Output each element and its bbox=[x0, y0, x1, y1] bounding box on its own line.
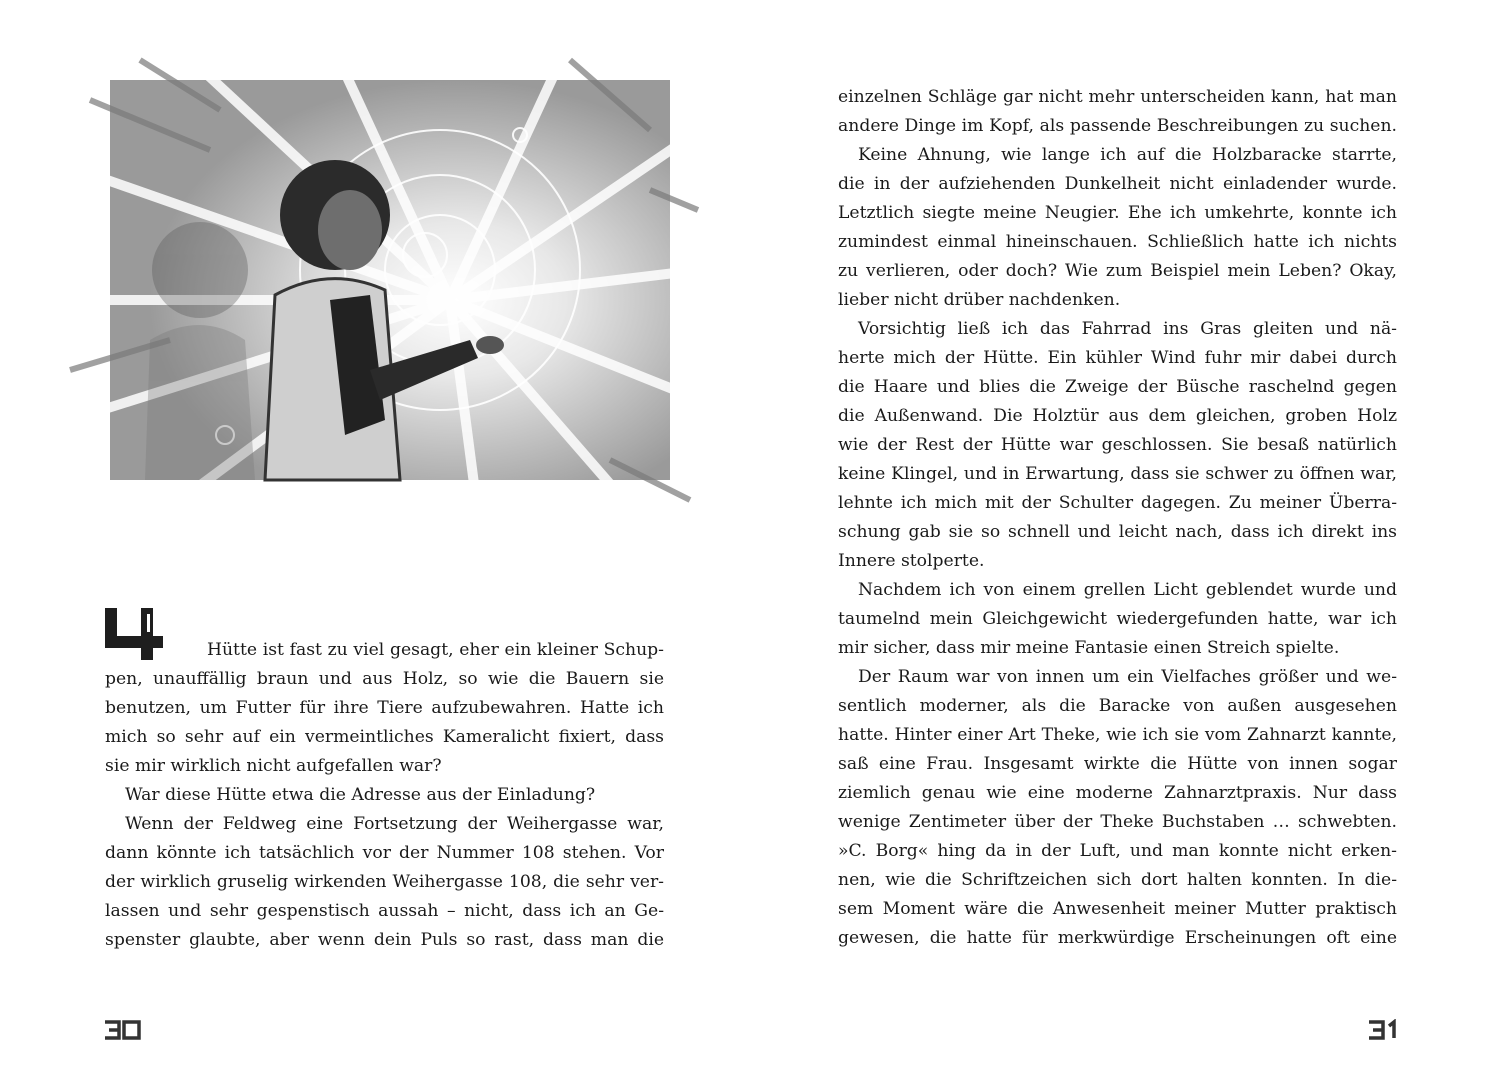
text-line: sem Moment wäre die Anwesenheit meiner Mutter praktisch bbox=[838, 899, 1397, 919]
text-line: Hütte ist fast zu viel gesagt, eher ein kleiner Schup- bbox=[207, 640, 664, 660]
text-line: sie mir wirklich nicht aufgefallen war? bbox=[105, 756, 442, 776]
text-line: Vorsichtig ließ ich das Fahrrad ins Gras gleiten und nä- bbox=[858, 319, 1397, 339]
text-line: taumelnd mein Gleichgewicht wiedergefunden hatte, war ich bbox=[838, 609, 1397, 629]
chapter-illustration bbox=[50, 40, 700, 530]
text-line: Innere stolperte. bbox=[838, 551, 985, 571]
text-line: ziemlich genau wie eine moderne Zahnarztpraxis. Nur dass bbox=[838, 783, 1397, 803]
text-line: nen, wie die Schriftzeichen sich dort halten konnten. In die- bbox=[838, 870, 1397, 890]
text-line: Letztlich siegte meine Neugier. Ehe ich umkehrte, konnte ich bbox=[838, 203, 1397, 223]
text-line: die Haare und blies die Zweige der Büsche raschelnd gegen bbox=[838, 377, 1397, 397]
text-line: hatte. Hinter einer Art Theke, wie ich sie vom Zahnarzt kannte, bbox=[838, 725, 1397, 745]
text-line: keine Klingel, und in Erwartung, dass sie schwer zu öffnen war, bbox=[838, 464, 1397, 484]
text-line: Der Raum war von innen um ein Vielfaches größer und we- bbox=[858, 667, 1397, 687]
text-line: saß eine Frau. Insgesamt wirkte die Hütte von innen sogar bbox=[838, 754, 1397, 774]
text-line: gewesen, die hatte für merkwürdige Erscheinungen oft eine bbox=[838, 928, 1397, 948]
right-page bbox=[750, 0, 1500, 1086]
text-line: spenster glaubte, aber wenn dein Puls so rast, dass man die bbox=[105, 930, 664, 950]
text-line: zu verlieren, oder doch? Wie zum Beispiel mein Leben? Okay, bbox=[838, 261, 1397, 281]
text-line: lieber nicht drüber nachdenken. bbox=[838, 290, 1121, 310]
text-line: die Außenwand. Die Holztür aus dem gleichen, groben Holz bbox=[838, 406, 1397, 426]
reflection-figure bbox=[145, 222, 255, 480]
page-number-30 bbox=[103, 1019, 141, 1041]
text-line: wie der Rest der Hütte war geschlossen. Sie besaß natürlich bbox=[838, 435, 1397, 455]
text-line: zumindest einmal hineinschauen. Schließlich hatte ich nichts bbox=[838, 232, 1397, 252]
chapter-number-dropcap bbox=[103, 606, 165, 662]
text-line: Nachdem ich von einem grellen Licht geblendet wurde und bbox=[858, 580, 1397, 600]
text-line: Wenn der Feldweg eine Fortsetzung der Weihergasse war, bbox=[125, 814, 664, 834]
text-line: Keine Ahnung, wie lange ich auf die Holzbaracke starrte, bbox=[858, 145, 1397, 165]
text-line: dann könnte ich tatsächlich vor der Nummer 108 stehen. Vor bbox=[105, 843, 664, 863]
text-line: »C. Borg« hing da in der Luft, und man konnte nicht erken- bbox=[838, 841, 1397, 861]
text-line: sentlich moderner, als die Baracke von außen ausgesehen bbox=[838, 696, 1397, 716]
text-line: die in der aufziehenden Dunkelheit nicht einladender wurde. bbox=[838, 174, 1397, 194]
text-line: pen, unauffällig braun und aus Holz, so wie die Bauern sie bbox=[105, 669, 664, 689]
text-line: einzelnen Schläge gar nicht mehr unterscheiden kann, hat man bbox=[838, 87, 1397, 107]
text-line: herte mich der Hütte. Ein kühler Wind fuhr mir dabei durch bbox=[838, 348, 1397, 368]
text-line: lassen und sehr gespenstisch aussah – nicht, dass ich an Ge- bbox=[105, 901, 664, 921]
text-line: benutzen, um Futter für ihre Tiere aufzubewahren. Hatte ich bbox=[105, 698, 664, 718]
text-line: andere Dinge im Kopf, als passende Beschreibungen zu suchen. bbox=[838, 116, 1397, 136]
text-line: lehnte ich mich mit der Schulter dagegen. Zu meiner Überra- bbox=[838, 493, 1397, 513]
text-line: der wirklich gruselig wirkenden Weihergasse 108, die sehr ver- bbox=[105, 872, 664, 892]
text-line: schung gab sie so schnell und leicht nach, dass ich direkt ins bbox=[838, 522, 1397, 542]
page-number-31 bbox=[1367, 1019, 1399, 1041]
text-line: wenige Zentimeter über der Theke Buchstaben … schwebten. bbox=[838, 812, 1397, 832]
text-line: War diese Hütte etwa die Adresse aus der Einladung? bbox=[125, 785, 596, 805]
text-line: mir sicher, dass mir meine Fantasie einen Streich spielte. bbox=[838, 638, 1340, 658]
text-line: mich so sehr auf ein vermeintliches Kameralicht fixiert, dass bbox=[105, 727, 664, 747]
